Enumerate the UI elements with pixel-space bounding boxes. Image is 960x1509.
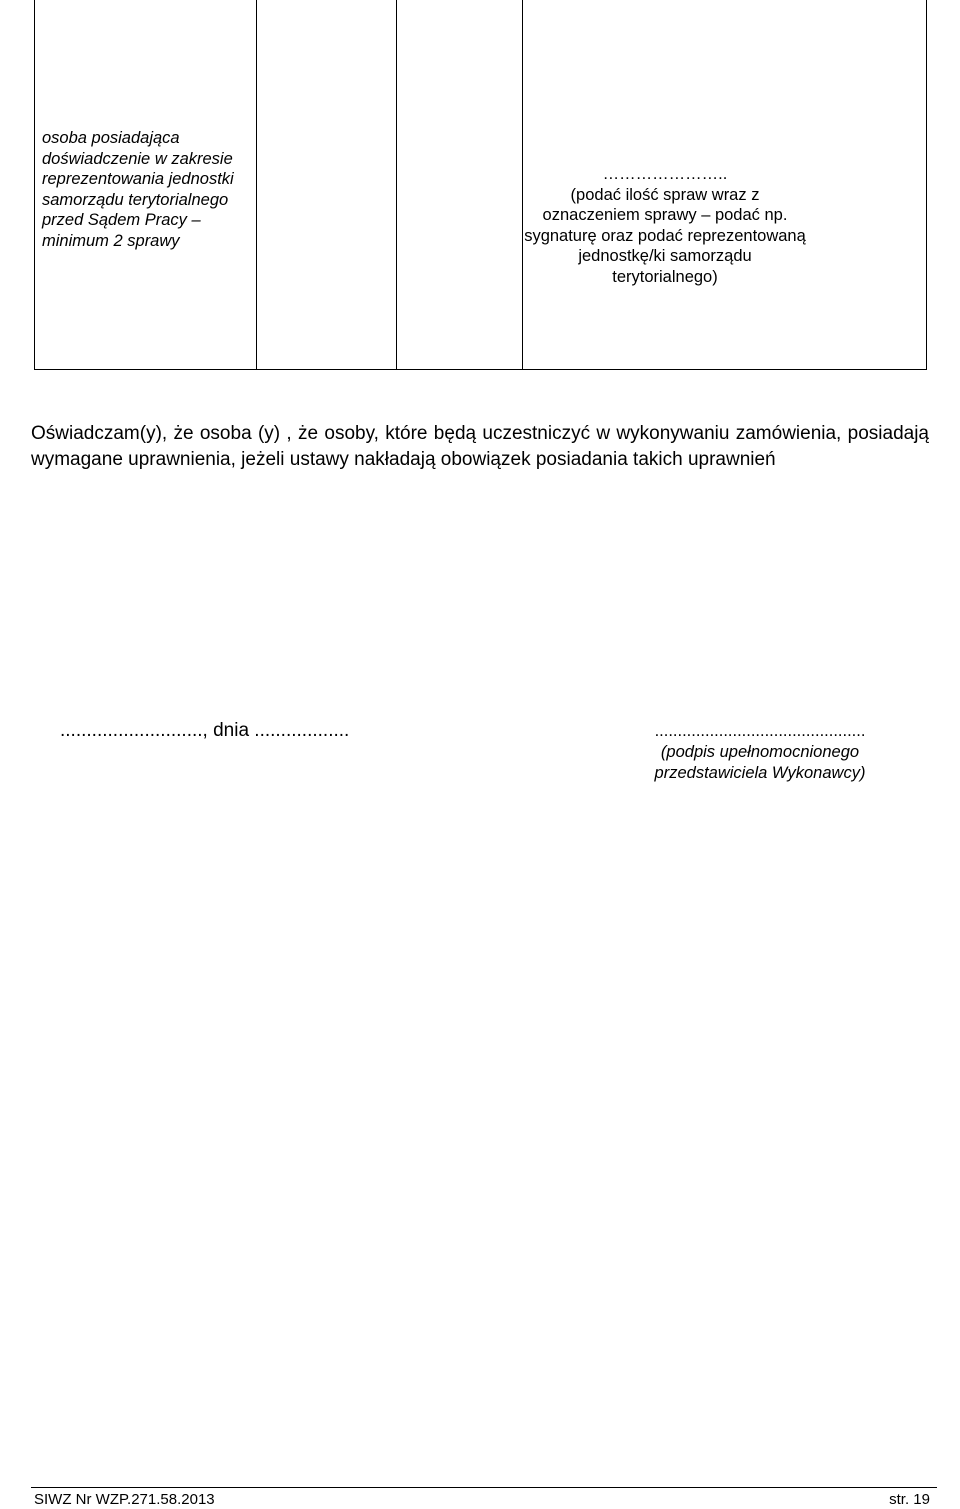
table-border-bottom [34, 369, 927, 370]
experience-cell [524, 164, 806, 288]
qualification-table [0, 0, 960, 380]
footer-doc-ref: SIWZ Nr WZP.271.58.2013 [34, 1491, 215, 1508]
signature-block [640, 721, 880, 784]
experience-instruction: (podać ilość spraw wraz z oznaczeniem sprawy – podać np. sygnaturę oraz podać reprezentowaną jednostkę/ki samorządu terytorialnego) [524, 185, 806, 286]
table-column-divider [522, 0, 523, 370]
table-border-left [34, 0, 35, 370]
table-border-right [926, 0, 927, 370]
signature-dots: .............................................. [654, 722, 866, 740]
declaration-paragraph [31, 421, 929, 473]
table-column-divider [396, 0, 397, 370]
footer-divider [31, 1487, 937, 1488]
footer-page-number: str. 19 [889, 1491, 930, 1508]
qualification-cell: osoba posiadająca doświadczenie w zakresie reprezentowania jednostki samorządu terytorialnego przed Sądem Pracy – minimum 2 sprawy [42, 129, 234, 250]
signature-caption: (podpis upełnomocnionego przedstawiciela Wykonawcy) [654, 743, 866, 782]
declaration-text: Oświadczam(y), że osoba (y) , że osoby, które będą uczestniczyć w wykonywaniu zamówienia, posiadają wymagane uprawnienia, jeżeli ustawy nakładają obowiązek posiadania takich uprawnień [31, 423, 929, 470]
experience-placeholder: ………………….. [602, 165, 728, 183]
place-date-line: ..........................., dnia .................. [60, 720, 350, 741]
